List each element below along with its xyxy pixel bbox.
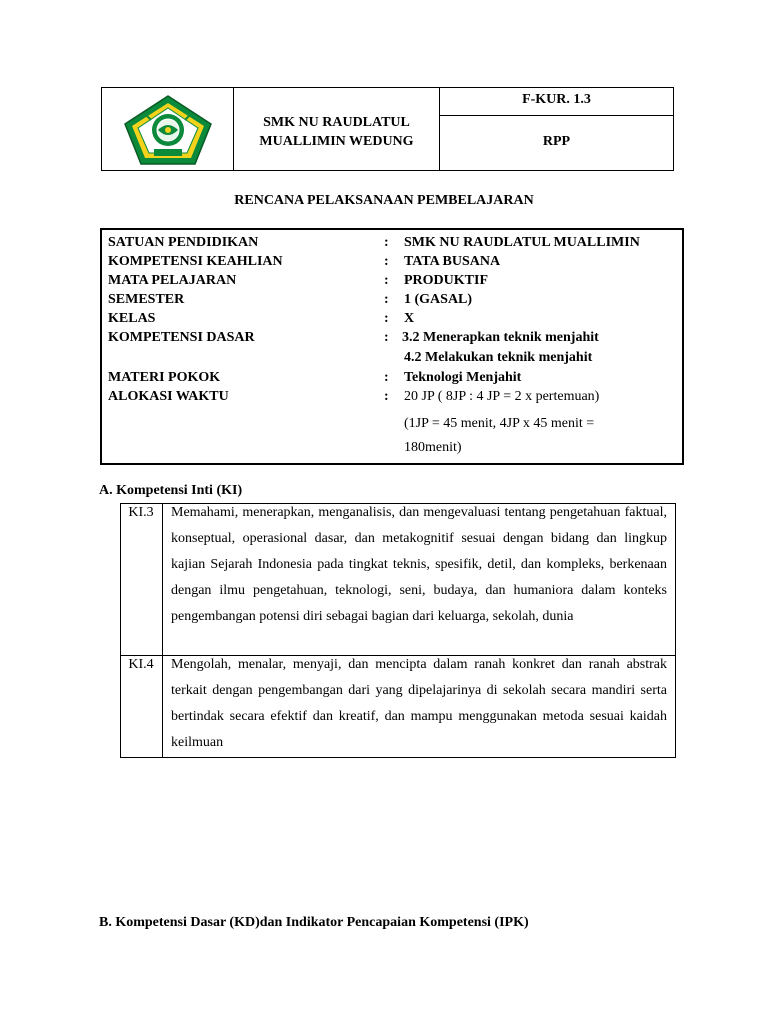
header-divider xyxy=(439,115,673,116)
identity-value: X xyxy=(404,311,415,326)
identity-value: 4.2 Melakukan teknik menjahit xyxy=(404,350,593,365)
identity-label: KOMPETENSI DASAR xyxy=(108,330,255,345)
table-divider xyxy=(162,504,163,757)
ki-text: Memahami, menerapkan, menganalisis, dan mengevaluasi tentang pengetahuan faktual, konseptual, operasional dasar, dan metakognitif sesuai dengan bidang dan lingkup kajian Sejarah Indonesia pada tingkat teknis, spesifik, detil, dan kompleks, berkenaan dengan ilmu pengetahuan, teknologi, seni, budaya, dan humaniora dalam konteks pengembangan potensi diri sebagai bagian dari keluarga, sekolah, dunia xyxy=(171,505,667,624)
school-name-line: SMK NU RAUDLATUL xyxy=(263,115,410,130)
identity-label: ALOKASI WAKTU xyxy=(108,389,229,404)
header-table xyxy=(101,87,674,171)
identity-label: KOMPETENSI KEAHLIAN xyxy=(108,254,283,269)
identity-label: MATERI POKOK xyxy=(108,370,221,385)
school-logo xyxy=(121,94,216,166)
identity-value: PRODUKTIF xyxy=(404,273,488,288)
ki-text: Mengolah, menalar, menyaji, dan mencipta dalam ranah konkret dan ranah abstrak terkait dengan pengembangan dari yang dipelajarinya di sekolah secara mandiri serta bertindak secara efektif dan kreatif, dan mampu menggunakan metoda sesuai kaidah keilmuan xyxy=(171,657,667,750)
section-b-heading: B. Kompetensi Dasar (KD)dan Indikator Pencapaian Kompetensi (IPK) xyxy=(99,915,529,930)
identity-value: Teknologi Menjahit xyxy=(404,370,522,385)
identity-colon: : xyxy=(384,254,389,269)
identity-colon: : xyxy=(384,370,389,385)
identity-colon: : xyxy=(384,273,389,288)
identity-box xyxy=(100,228,684,465)
identity-label: SATUAN PENDIDIKAN xyxy=(108,235,259,250)
identity-colon: : xyxy=(384,330,389,345)
doc-type: RPP xyxy=(542,134,571,149)
identity-label: SEMESTER xyxy=(108,292,185,307)
ki-code: KI.4 xyxy=(128,657,154,672)
section-a-heading: A. Kompetensi Inti (KI) xyxy=(99,483,243,498)
identity-colon: : xyxy=(384,311,389,326)
school-name xyxy=(234,113,439,151)
ki-table xyxy=(120,503,676,758)
identity-value: SMK NU RAUDLATUL MUALLIMIN xyxy=(404,235,640,250)
school-name-line: MUALLIMIN WEDUNG xyxy=(259,134,414,149)
identity-value: 1 (GASAL) xyxy=(404,292,473,307)
identity-value: TATA BUSANA xyxy=(404,254,501,269)
identity-colon: : xyxy=(384,235,389,250)
document-title: RENCANA PELAKSANAAN PEMBELAJARAN xyxy=(234,193,534,208)
identity-label: KELAS xyxy=(108,311,156,326)
identity-colon: : xyxy=(384,389,389,404)
ki-code: KI.3 xyxy=(128,505,154,520)
identity-value: (1JP = 45 menit, 4JP x 45 menit = xyxy=(404,416,595,431)
identity-value: 3.2 Menerapkan teknik menjahit xyxy=(402,330,599,345)
identity-value: 20 JP ( 8JP : 4 JP = 2 x pertemuan) xyxy=(404,389,600,404)
form-code: F-KUR. 1.3 xyxy=(522,92,591,107)
identity-label: MATA PELAJARAN xyxy=(108,273,237,288)
identity-value: 180menit) xyxy=(404,440,462,455)
identity-colon: : xyxy=(384,292,389,307)
